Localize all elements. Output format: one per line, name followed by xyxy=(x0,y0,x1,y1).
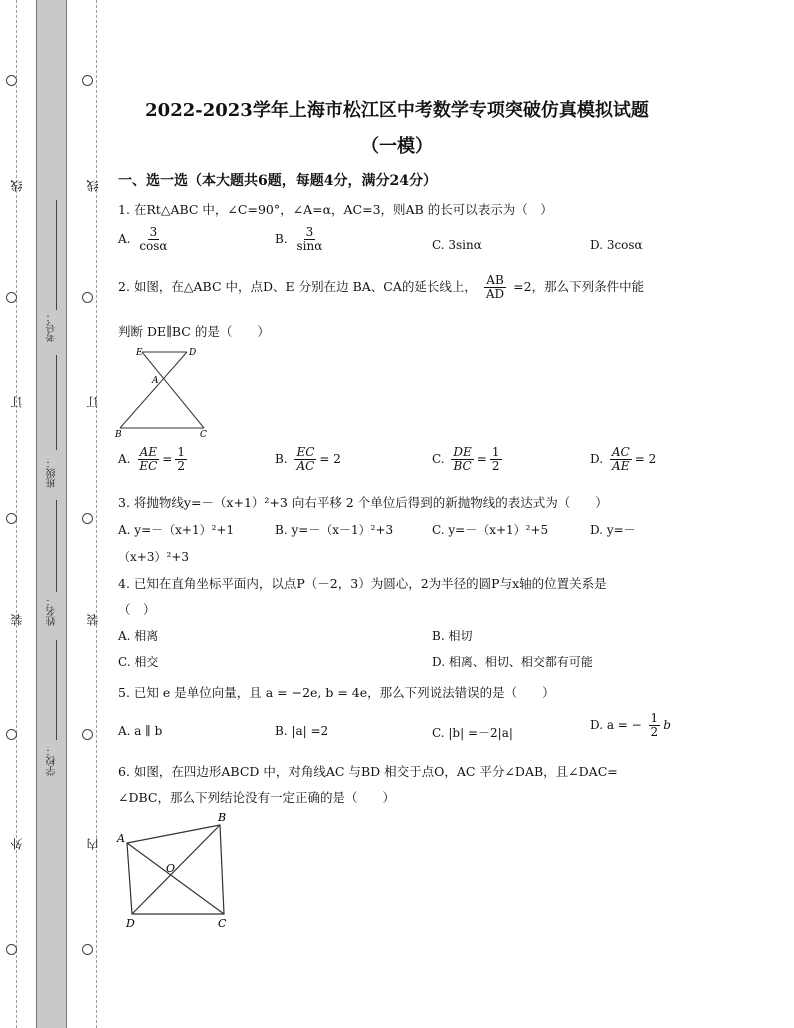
label-a: A xyxy=(152,376,159,386)
outer-mark-ding: 订 xyxy=(10,396,24,408)
section-heading: 一、选一选（本大题共6题，每题4分，满分24分） xyxy=(118,173,437,189)
binding-hole xyxy=(82,292,93,303)
q4-option-d: D. 相离、相切、相交都有可能 xyxy=(432,655,593,669)
q3-option-d: D. y=－ xyxy=(590,523,636,537)
school-label: 学校： xyxy=(47,746,58,776)
q4-option-b: B. 相切 xyxy=(432,629,473,643)
q5-option-d: D. a = − $\frac{1}{2}$ b xyxy=(590,711,671,740)
diagonal-ac xyxy=(127,843,224,914)
q3-option-d-continued: （x+3）²+3 xyxy=(118,550,189,564)
school-line xyxy=(56,640,57,740)
exam-number-label: 考号： xyxy=(47,312,58,342)
binding-hole xyxy=(82,944,93,955)
question-2-stem: 2. 如图，在△ABC 中，点D、E 分别在边 BA、CA的延长线上， $\frac{AB}{AD}$ =2，那么下列条件中能 xyxy=(118,273,645,302)
question-5-stem: 5. 已知 e 是单位向量，且 a = −2e, b = 4e，那么下列说法错误的是（ ） xyxy=(118,685,555,700)
q6-figure xyxy=(112,808,237,933)
q5-option-c: C. |b| =－2|a| xyxy=(432,726,513,740)
q2-option-c: C. $\frac{DE}{BC}$ = $\frac{1}{2}$ xyxy=(432,445,500,474)
page-subtitle: （一模） xyxy=(361,136,433,157)
question-3-stem: 3. 将抛物线y=－（x+1）²+3 向右平移 2 个单位后得到的新抛物线的表达式为（ ） xyxy=(118,495,608,510)
binding-hole xyxy=(6,75,17,86)
label-b: B xyxy=(115,430,122,439)
binding-hole xyxy=(82,729,93,740)
inner-mark-nei: 内 xyxy=(86,838,100,850)
class-line xyxy=(56,355,57,450)
name-line xyxy=(56,500,57,592)
q5-option-b: B. |a| =2 xyxy=(275,724,329,738)
diagonal-bd xyxy=(132,825,220,914)
q2-figure xyxy=(112,344,222,439)
binding-hole xyxy=(82,513,93,524)
q2-option-d: D. $\frac{AC}{AE}$ = 2 xyxy=(590,445,657,474)
class-label: 班级： xyxy=(47,458,58,488)
label-e: E xyxy=(136,348,143,358)
label-d: D xyxy=(126,917,135,930)
label-b: B xyxy=(218,811,227,824)
question-2-stem-line2: 判断 DE∥BC 的是（ ） xyxy=(118,324,270,339)
label-o: O xyxy=(166,862,176,875)
inner-mark-xian: 线 xyxy=(86,180,100,192)
name-label: 姓名： xyxy=(47,596,58,626)
question-4-stem: 4. 已知在直角坐标平面内，以点P（－2，3）为圆心，2为半径的圆P与x轴的位置关系是 xyxy=(118,576,607,591)
label-c: C xyxy=(218,917,227,930)
q2-option-b: B. $\frac{EC}{AC}$ = 2 xyxy=(275,445,341,474)
label-d: D xyxy=(189,348,197,358)
question-4-paren: （ ） xyxy=(118,602,156,617)
binding-hole xyxy=(6,944,17,955)
segment-ec xyxy=(142,352,204,428)
binding-hole xyxy=(6,292,17,303)
outer-mark-xian: 线 xyxy=(10,180,24,192)
q1-option-c: C. 3sinα xyxy=(432,238,482,252)
inner-mark-zhuang: 装 xyxy=(86,614,100,626)
outer-mark-zhuang: 装 xyxy=(10,614,24,626)
inner-mark-ding: 订 xyxy=(86,396,100,408)
q1-option-a: A. $\frac{3}{\cos\alpha}$ xyxy=(118,225,168,254)
page-title: 2022-2023学年上海市松江区中考数学专项突破仿真模拟试题 xyxy=(145,100,649,121)
q1-option-b: B. $\frac{3}{\sin\alpha}$ xyxy=(275,225,323,254)
q3-option-a: A. y=－（x+1）²+1 xyxy=(118,523,235,537)
segment-db xyxy=(120,352,187,428)
question-1-stem: 1. 在Rt△ABC 中，∠C=90°，∠A=α，AC=3，则AB 的长可以表示为（ ） xyxy=(118,202,553,217)
question-6-stem: 6. 如图，在四边形ABCD 中，对角线AC 与BD 相交于点O，AC 平分∠DAB，且∠DAC= xyxy=(118,764,618,779)
q4-option-c: C. 相交 xyxy=(118,655,159,669)
exam-number-line xyxy=(56,200,57,310)
q4-option-a: A. 相离 xyxy=(118,629,159,643)
binding-hole xyxy=(82,75,93,86)
binding-hole xyxy=(6,513,17,524)
label-c: C xyxy=(200,430,207,439)
label-a: A xyxy=(117,832,125,845)
outer-mark-wai: 外 xyxy=(10,838,24,850)
question-6-stem-line2: ∠DBC，那么下列结论没有一定正确的是（ ） xyxy=(118,790,395,805)
q2-option-a: A. $\frac{AE}{EC}$ = $\frac{1}{2}$ xyxy=(118,445,185,474)
binding-hole xyxy=(6,729,17,740)
q3-option-b: B. y=－（x－1）²+3 xyxy=(275,523,394,537)
q5-option-a: A. a ∥ b xyxy=(118,724,163,738)
q1-option-d: D. 3cosα xyxy=(590,238,643,252)
q3-option-c: C. y=－（x+1）²+5 xyxy=(432,523,549,537)
